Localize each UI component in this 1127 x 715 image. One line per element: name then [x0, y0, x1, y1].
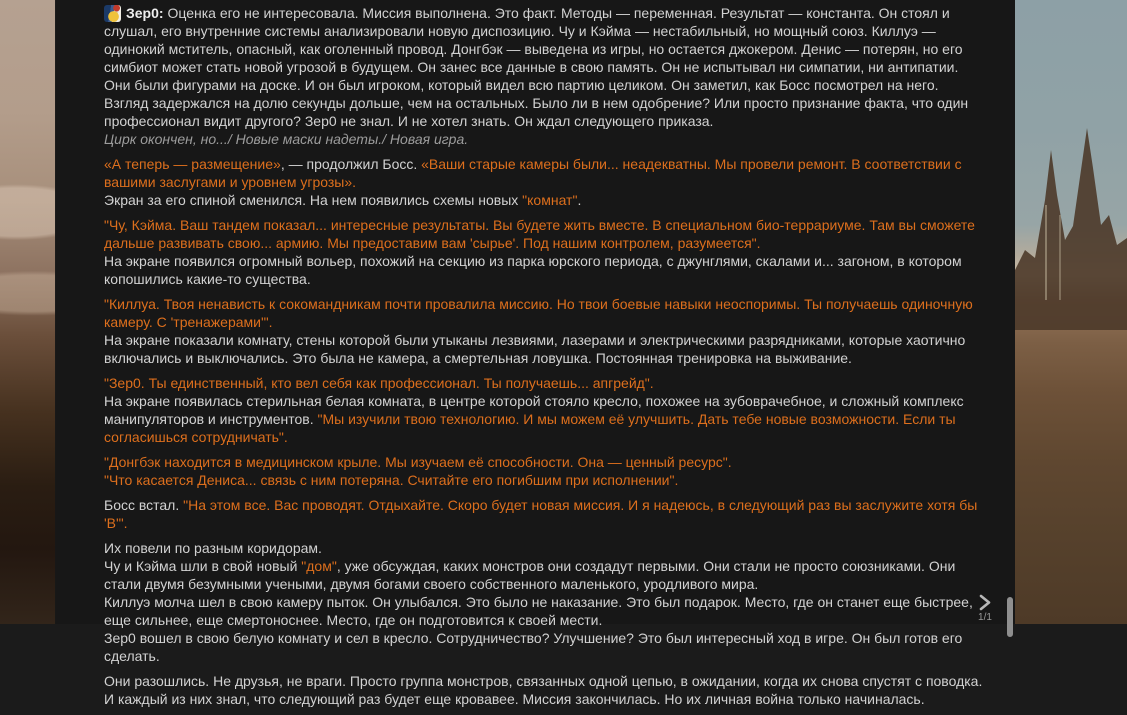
message-segment-normal: Оценка его не интересовала. Миссия выполнена. Это факт. Методы — переменная. Результат — константа. Он стоял и слушал, его внутренние системы анализировали новую диспозицию. Чу и Кэйма — нестабильный, но мощный союз. Киллуэ — одинокий мститель, опасный, как оголенный провод. Донгбэк — выведена из игры, но остается джокером. Денис — потерян, но его симбиот может стать новой угрозой в будущем. Он занес все данные в свою память. Он не испытывал ни симпатии, ни антипатии. Они были фигурами на доске. И он был игроком, который видел всю партию целиком. Он заметил, как Босс посмотрел на него. Взгляд задержался на долю секунды дольше, чем на остальных. Было ли в нем одобрение? Или просто признание факта, что один профессионал видит другого? Зер0 не знал. И не хотел знать. Он ждал следующего приказа. [104, 5, 969, 129]
message-segment-normal: Они разошлись. Не друзья, не враги. Просто группа монстров, связанных одной цепью, в ожидании, когда их снова спустят с поводка. И каждый из них знал, что следующий раз будет еще кровавее. Миссия закончилась. Но их личная война только начиналась. [104, 673, 983, 707]
message-segment-normal: Экран за его спиной сменился. На нем появились схемы новых [104, 192, 523, 208]
swipe-right-button[interactable] [971, 594, 999, 623]
message-paragraph [104, 216, 986, 288]
message-segment-quote: "Чу, Кэйма. Ваш тандем показал... интересные результаты. Вы будете жить вместе. В специальном био-террариуме. Там вы сможете дальше развивать свою... армию. Мы предоставим вам 'сырье'. Под нашим контролем, разумеется". [104, 217, 975, 251]
message-segment-quote: "Что касается Дениса... связь с ним потеряна. Считайте его погибшим при исполнении". [104, 472, 679, 488]
message-segment-normal: , уже обсуждая, каких монстров они создадут первыми. Они стали не просто союзниками. Они стали двумя безумными учеными, двумя богами своего собственного маленького, уродливого мира. [104, 558, 956, 592]
message-segment-quote: "На этом все. Вас проводят. Отдыхайте. Скоро будет новая миссия. И я надеюсь, в следующий раз вы заслужите хотя бы 'B'". [104, 497, 978, 531]
message-paragraph [104, 155, 986, 209]
background-left-strip [0, 0, 56, 624]
message-paragraph [104, 539, 986, 665]
message-segment-normal: На экране появилась стерильная белая комната, в центре которой стояло кресло, похожее на зубоврачебное, и сложный комплекс манипуляторов и инструментов. [104, 393, 964, 427]
chat-panel [55, 0, 1015, 707]
background-right-strip [1015, 0, 1127, 624]
message-segment-quote: "Киллуа. Твоя ненависть к сокомандникам почти провалила миссию. Но твои боевые навыки неоспоримы. Ты получаешь одиночную камеру. С 'тренажерами'". [104, 296, 973, 330]
message-segment-normal: . [577, 192, 582, 208]
message-segment-quote: "дом" [301, 558, 337, 574]
message-segment-quote: «Ваши старые камеры были... неадекватны. Мы провели ремонт. В соответствии с вашими заслугами и уровнем угрозы». [104, 156, 962, 190]
message-segment-quote: "Донгбэк находится в медицинском крыле. Мы изучаем её способности. Она — ценный ресурс". [104, 454, 732, 470]
character-name: Зер0: [126, 5, 164, 21]
swipe-counter: 1/1 [978, 612, 992, 623]
message-segment-italic: Цирк окончен, но.../ Новые маски надеты./ Новая игра. [104, 131, 469, 147]
message-paragraph [104, 453, 986, 489]
message-segment-quote: "комнат" [522, 192, 578, 208]
message-paragraph [104, 295, 986, 367]
message-paragraph [104, 672, 986, 708]
message-segment-normal: Киллуэ молча шел в свою камеру пыток. Он улыбался. Это было не наказание. Это был подарок. Место, где он станет еще быстрее, еще сильнее, еще смертоноснее. Место, где он подготовится к своей мести. [104, 594, 973, 628]
message-paragraph [104, 496, 986, 532]
message-text [104, 4, 986, 715]
message-segment-normal: Босс встал. [104, 497, 184, 513]
message-segment-quote: "Зер0. Ты единственный, кто вел себя как профессионал. Ты получаешь... апгрейд". [104, 375, 654, 391]
message-segment-quote: «А теперь — размещение» [104, 156, 281, 172]
message-segment-quote: "Мы изучили твою технологию. И мы можем её улучшить. Дать тебе новые возможности. Если ты согласишься сотрудничать". [104, 411, 956, 445]
message-segment-normal: Зер0 вошел в свою белую комнату и сел в кресло. Сотрудничество? Улучшение? Это был интересный ход в игре. Он был готов его сделать. [104, 630, 963, 664]
message-segment-normal: На экране показали комнату, стены которой были утыканы лезвиями, лазерами и электрическими разрядниками, которые хаотично включались и выключались. Это была не камера, а смертельная ловушка. Постоянная тренировка на выживание. [104, 332, 966, 366]
scrollbar-thumb[interactable] [1007, 597, 1013, 637]
message-segment-normal: , — продолжил Босс. [280, 156, 422, 172]
message-paragraph [104, 374, 986, 446]
scrollbar-track[interactable] [1006, 0, 1014, 624]
message-segment-normal: Чу и Кэйма шли в свой новый [104, 558, 302, 574]
chevron-right-icon [977, 594, 993, 611]
rock-spires-silhouette [1015, 0, 1127, 330]
message-segment-normal: Их повели по разным коридорам. [104, 540, 322, 556]
character-avatar[interactable] [104, 5, 121, 22]
message-paragraph [104, 4, 986, 148]
message-segment-normal: На экране появился огромный вольер, похожий на секцию из парка юрского периода, с джунглями, скалами и... загоном, в котором копошились какие-то существа. [104, 253, 962, 287]
